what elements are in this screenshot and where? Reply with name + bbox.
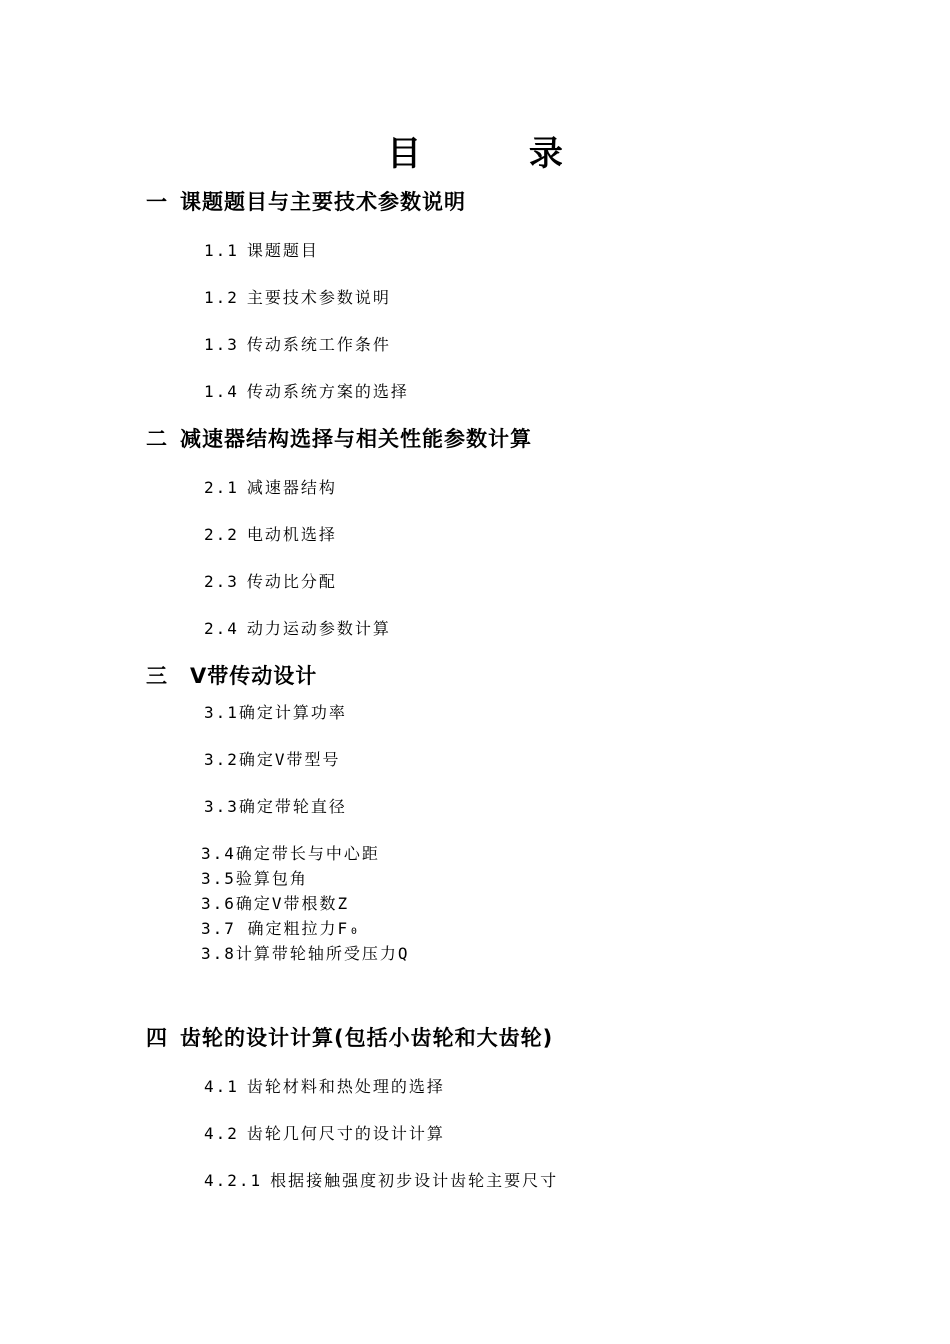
item-number: 2.3	[204, 572, 239, 591]
item-label: 验算包角	[235, 869, 308, 888]
toc-item-3-1[interactable]	[204, 700, 347, 723]
item-number: 4.2.1	[204, 1171, 263, 1190]
item-label: 主要技术参数说明	[246, 288, 391, 307]
toc-item-1-2[interactable]	[204, 285, 391, 308]
item-number: 3.6	[201, 894, 236, 913]
item-number: 3.2	[204, 750, 239, 769]
item-number: 3.8	[201, 944, 236, 963]
item-number: 2.4	[204, 619, 239, 638]
item-label: 确定计算功率	[238, 703, 347, 722]
item-label: 确定粗拉力F₀	[235, 919, 361, 938]
item-label: 计算带轮轴所受压力Q	[235, 944, 410, 963]
item-number: 3.4	[201, 844, 236, 863]
toc-item-1-4[interactable]	[204, 379, 409, 402]
item-label: 确定带轮直径	[238, 797, 347, 816]
section-number: 一	[146, 190, 168, 214]
page-title: 目 录	[387, 134, 611, 174]
section-label: 课题题目与主要技术参数说明	[180, 190, 466, 214]
item-label: 传动比分配	[246, 572, 337, 591]
item-number: 4.2	[204, 1124, 239, 1143]
item-number: 3.3	[204, 797, 239, 816]
toc-section-2[interactable]	[146, 423, 532, 453]
toc-section-4[interactable]	[146, 1022, 553, 1052]
section-number: 四	[146, 1026, 168, 1050]
item-label: 传动系统工作条件	[246, 335, 391, 354]
toc-section-1[interactable]	[146, 186, 466, 216]
item-number: 3.5	[201, 869, 236, 888]
item-label: 动力运动参数计算	[246, 619, 391, 638]
toc-item-4-2[interactable]	[204, 1121, 445, 1144]
item-label: 确定V带型号	[238, 750, 341, 769]
item-label: 传动系统方案的选择	[246, 382, 409, 401]
toc-item-2-1[interactable]	[204, 475, 337, 498]
toc-item-3-8[interactable]	[201, 941, 410, 964]
item-number: 1.4	[204, 382, 239, 401]
item-label: 电动机选择	[246, 525, 337, 544]
section-label: 减速器结构选择与相关性能参数计算	[180, 427, 532, 451]
item-label: 根据接触强度初步设计齿轮主要尺寸	[270, 1171, 559, 1190]
toc-item-1-1[interactable]	[204, 238, 319, 261]
item-label: 确定带长与中心距	[235, 844, 380, 863]
toc-item-3-2[interactable]	[204, 747, 341, 770]
section-label: 齿轮的设计计算(包括小齿轮和大齿轮)	[180, 1026, 554, 1050]
section-number: 三	[146, 664, 168, 688]
section-label: V带传动设计	[190, 664, 318, 688]
item-number: 2.1	[204, 478, 239, 497]
toc-section-3[interactable]	[146, 660, 317, 690]
item-number: 1.2	[204, 288, 239, 307]
item-number: 3.1	[204, 703, 239, 722]
toc-item-3-4[interactable]	[201, 841, 380, 864]
toc-item-2-4[interactable]	[204, 616, 391, 639]
toc-item-4-2-1[interactable]	[204, 1168, 558, 1191]
item-number: 2.2	[204, 525, 239, 544]
item-number: 4.1	[204, 1077, 239, 1096]
item-label: 齿轮材料和热处理的选择	[246, 1077, 445, 1096]
toc-item-4-1[interactable]	[204, 1074, 445, 1097]
toc-item-1-3[interactable]	[204, 332, 391, 355]
toc-item-3-6[interactable]	[201, 891, 349, 914]
toc-item-3-3[interactable]	[204, 794, 347, 817]
toc-item-2-2[interactable]	[204, 522, 337, 545]
item-number: 1.3	[204, 335, 239, 354]
item-label: 齿轮几何尺寸的设计计算	[246, 1124, 445, 1143]
item-number: 3.7	[201, 919, 236, 938]
toc-item-3-5[interactable]	[201, 866, 308, 889]
item-number: 1.1	[204, 241, 239, 260]
section-number: 二	[146, 427, 168, 451]
toc-item-3-7[interactable]	[201, 916, 361, 939]
item-label: 减速器结构	[246, 478, 337, 497]
item-label: 确定V带根数Z	[235, 894, 350, 913]
item-label: 课题题目	[246, 241, 319, 260]
toc-item-2-3[interactable]	[204, 569, 337, 592]
